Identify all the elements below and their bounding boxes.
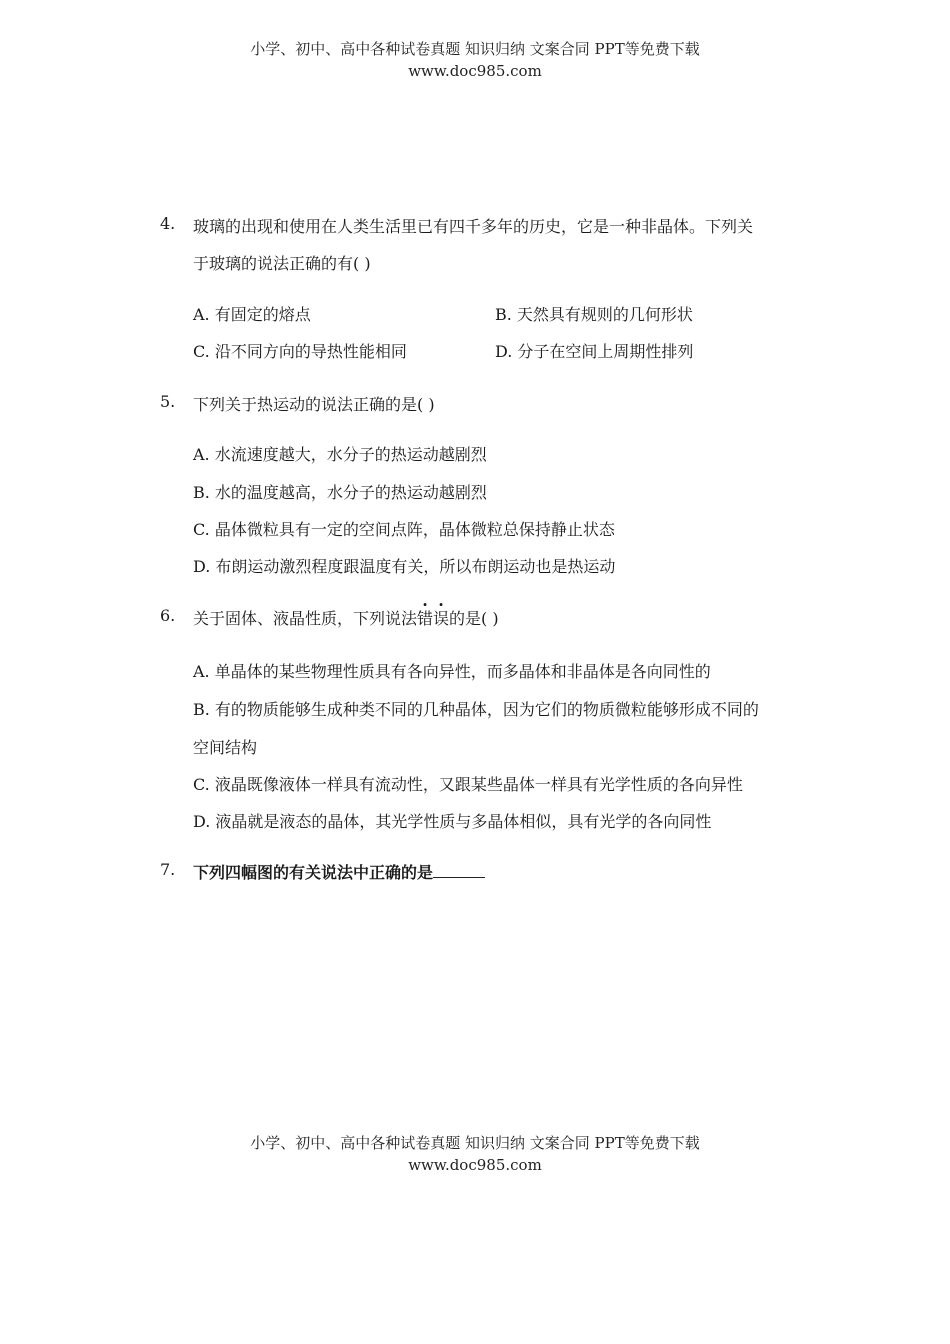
question-text: 下列关于热运动的说法正确的是( ) xyxy=(193,395,435,414)
question-text-before: 关于固体、液晶性质，下列说法 xyxy=(193,609,418,628)
question-number: 5. xyxy=(160,392,176,411)
option-a: A. 有固定的熔点 xyxy=(193,305,311,324)
option-b: B. 天然具有规则的几何形状 xyxy=(495,305,693,324)
footer-url: www.doc985.com xyxy=(408,1156,542,1174)
page-header xyxy=(0,38,950,82)
header-url: www.doc985.com xyxy=(408,62,542,80)
footer-slogan: 小学、初中、高中各种试卷真题 知识归纳 文案合同 PPT等免费下载 xyxy=(250,1134,700,1152)
emphasis-char: 误 xyxy=(433,609,450,628)
option-c: C. 沿不同方向的导热性能相同 xyxy=(193,342,407,361)
option-b-line1: B. 有的物质能够生成种类不同的几种晶体，因为它们的物质微粒能够形成不同的 xyxy=(193,700,759,719)
question-text xyxy=(193,606,499,629)
question-text-after: 的是( ) xyxy=(449,609,499,628)
question-text xyxy=(193,860,485,883)
page-footer xyxy=(0,1132,950,1176)
question-text-line2: 于玻璃的说法正确的有( ) xyxy=(193,254,371,273)
question-number: 6. xyxy=(160,606,176,625)
option-a: A. 水流速度越大，水分子的热运动越剧烈 xyxy=(193,445,487,464)
option-d: D. 液晶就是液态的晶体，其光学性质与多晶体相似，具有光学的各向同性 xyxy=(193,812,712,831)
answer-blank xyxy=(433,863,485,878)
question-text-body: 下列四幅图的有关说法中正确的是 xyxy=(193,863,434,882)
option-c: C. 液晶既像液体一样具有流动性，又跟某些晶体一样具有光学性质的各向异性 xyxy=(193,775,743,794)
question-number: 4. xyxy=(160,214,176,233)
option-d: D. 布朗运动激烈程度跟温度有关，所以布朗运动也是热运动 xyxy=(193,557,616,576)
header-slogan: 小学、初中、高中各种试卷真题 知识归纳 文案合同 PPT等免费下载 xyxy=(250,40,700,58)
option-a: A. 单晶体的某些物理性质具有各向异性，而多晶体和非晶体是各向同性的 xyxy=(193,662,711,681)
emphasis-char: 错 xyxy=(417,609,434,628)
question-number: 7. xyxy=(160,860,176,879)
option-b: B. 水的温度越高，水分子的热运动越剧烈 xyxy=(193,483,487,502)
option-d: D. 分子在空间上周期性排列 xyxy=(495,342,694,361)
question-text-line1: 玻璃的出现和使用在人类生活里已有四千多年的历史，它是一种非晶体。下列关 xyxy=(193,217,754,236)
option-b-line2: 空间结构 xyxy=(193,738,258,757)
option-c: C. 晶体微粒具有一定的空间点阵，晶体微粒总保持静止状态 xyxy=(193,520,615,539)
